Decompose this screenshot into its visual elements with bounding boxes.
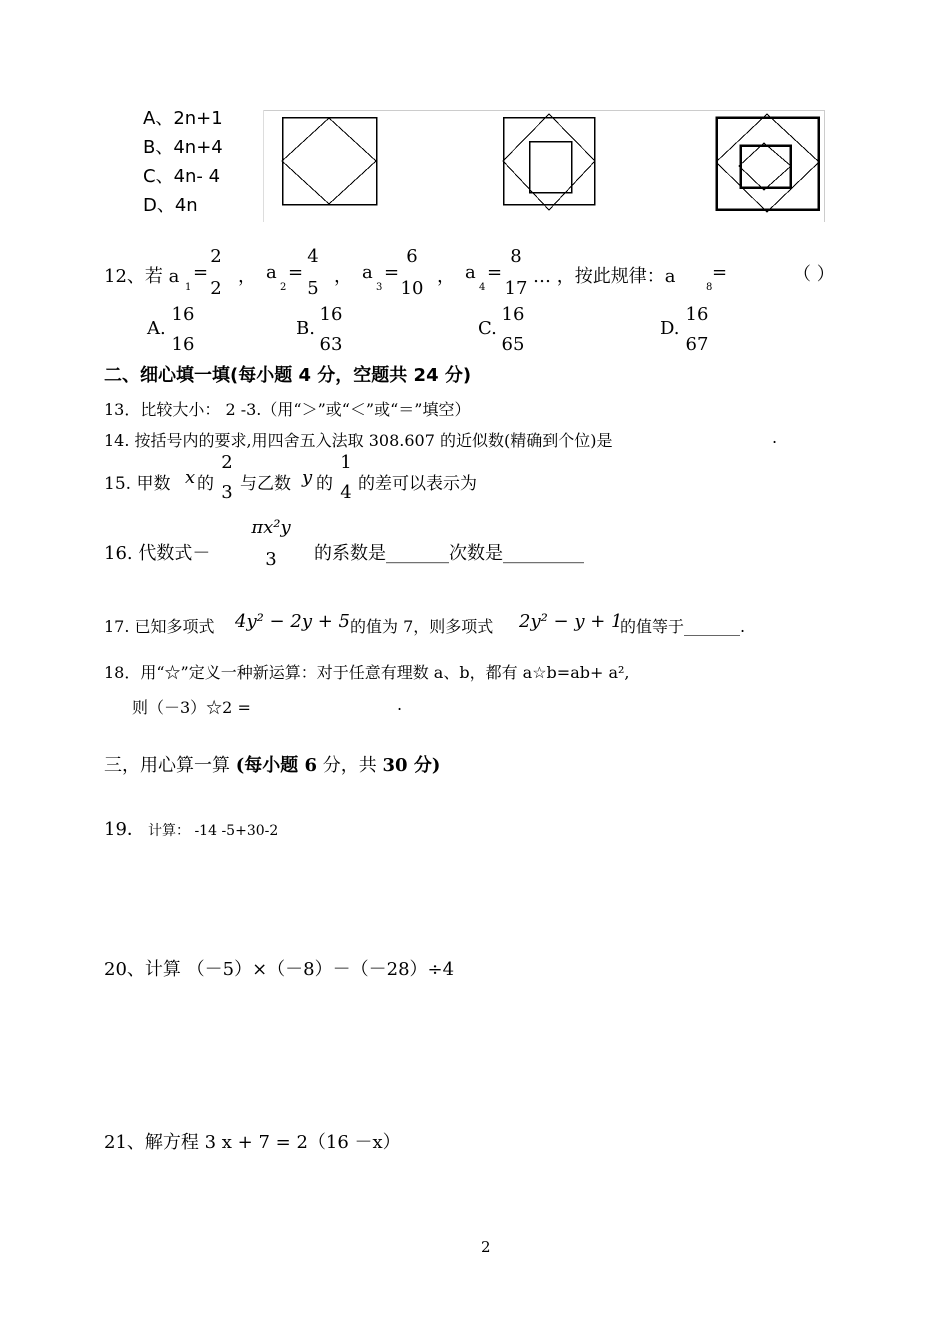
q12-choice-b-frac: 16 63 — [319, 304, 343, 355]
section-3-total: 30 — [382, 755, 408, 776]
q12-a3: a — [362, 262, 373, 283]
q14-text: 14. 按括号内的要求,用四舍五入法取 308.607 的近似数(精确到个位)是 — [104, 431, 613, 450]
q12-frac-4: 8 17 — [504, 246, 528, 299]
q15-mid2: 与乙数 — [240, 474, 291, 494]
q12-choice-d-frac: 16 67 — [685, 304, 709, 355]
q12-comma: ， — [238, 266, 256, 287]
q12-choice-c-label: C. — [478, 318, 497, 339]
q11-option-b: B、4n+4 — [143, 137, 223, 158]
q15-frac-2: 1 4 — [340, 452, 352, 503]
q16-prefix: 16. 代数式－ — [104, 543, 211, 564]
q12-eq: = — [288, 262, 304, 283]
q12-eq: = — [384, 262, 400, 283]
section-3-title — [104, 751, 440, 777]
q17-suffix: 的值等于_______. — [620, 617, 746, 636]
q12-frac-3: 6 10 — [400, 246, 424, 299]
q12-eq: = — [712, 262, 728, 283]
q15-mid1: 的 — [197, 474, 214, 494]
pattern-figure-1 — [282, 118, 377, 205]
pattern-figure-2 — [503, 114, 595, 210]
q11-pattern-figure — [263, 110, 825, 222]
section-3-title-c: 分，共 — [317, 755, 383, 776]
q18-end: . — [397, 695, 403, 714]
section-3-points: 6 — [304, 755, 318, 776]
page-number: 2 — [481, 1238, 491, 1256]
q12-choice-d-label: D. — [660, 318, 680, 339]
q11-option-c: C、4n- 4 — [143, 166, 221, 187]
q12-comma: ， — [334, 266, 352, 287]
q15-prefix: 15. 甲数 — [104, 474, 171, 494]
q19-number: 19． — [104, 819, 145, 840]
q11-option-a: A、2n+1 — [143, 108, 223, 129]
q12-answer-bracket: （ ） — [793, 264, 835, 285]
q18-line-2: 则（－3）☆2 = — [132, 698, 251, 717]
q12-sub-2: 2 — [280, 282, 287, 293]
pattern-figure-3 — [716, 114, 819, 212]
q15-var-y: y — [302, 467, 313, 488]
q16-suffix: 的系数是_______次数是_________ — [314, 543, 584, 564]
q18-line-1: 18．用“☆”定义一种新运算：对于任意有理数 a、b，都有 a☆b=ab+ a², — [104, 663, 630, 682]
q12-eq: = — [487, 262, 503, 283]
q12-number: 12、若 a — [104, 266, 180, 287]
q17-prefix: 17. 已知多项式 — [104, 617, 215, 636]
q16-fraction: πx²y 3 — [251, 517, 291, 570]
q12-choice-a-label: A. — [147, 318, 166, 339]
q20-text: 20、计算 （－5）×（－8）－（－28）÷4 — [104, 959, 455, 980]
q12-choice-b-label: B. — [296, 318, 315, 339]
q15-suffix: 的差可以表示为 — [358, 474, 477, 494]
section-3-title-a: 三，用心算一算 — [104, 755, 236, 776]
q12-sub-3: 3 — [376, 282, 383, 293]
q12-a4: a — [465, 262, 476, 283]
q15-var-x: x — [185, 467, 196, 488]
q13-text: 13．比较大小： 2 -3.（用“＞”或“＜”或“＝”填空） — [104, 400, 471, 419]
section-3-title-d: 分) — [407, 755, 441, 776]
q12-eq: = — [193, 262, 209, 283]
q12-sub-4: 4 — [479, 282, 486, 293]
section-3-title-b: (每小题 — [235, 755, 305, 776]
q15-frac-1: 2 3 — [221, 452, 233, 503]
q21-text: 21、解方程 3 x + 7 = 2（16 －x） — [104, 1132, 401, 1153]
q15-mid3: 的 — [316, 474, 333, 494]
q17-expression-2: 2y² − y + 1 — [519, 611, 623, 632]
q14-end: . — [772, 428, 778, 447]
q17-expression-1: 4y² − 2y + 5 — [235, 611, 350, 632]
q12-choice-c-frac: 16 65 — [501, 304, 525, 355]
q12-a2: a — [266, 262, 277, 283]
q19-text: 计算： -14 -5+30-2 — [148, 823, 279, 839]
section-2-title: 二、细心填一填(每小题 4 分，空题共 24 分) — [104, 365, 472, 386]
q12-comma: ， — [437, 266, 455, 287]
q17-mid: 的值为 7，则多项式 — [350, 617, 494, 636]
q12-choice-a-frac: 16 16 — [171, 304, 195, 355]
q12-tail: … ，按此规律：a — [533, 266, 676, 287]
q11-option-d: D、4n — [143, 195, 198, 216]
q12-sub-1: 1 — [185, 282, 192, 293]
q12-frac-1: 2 2 — [210, 246, 222, 299]
q12-sub-8: 8 — [706, 282, 713, 293]
q12-frac-2: 4 5 — [307, 246, 319, 299]
